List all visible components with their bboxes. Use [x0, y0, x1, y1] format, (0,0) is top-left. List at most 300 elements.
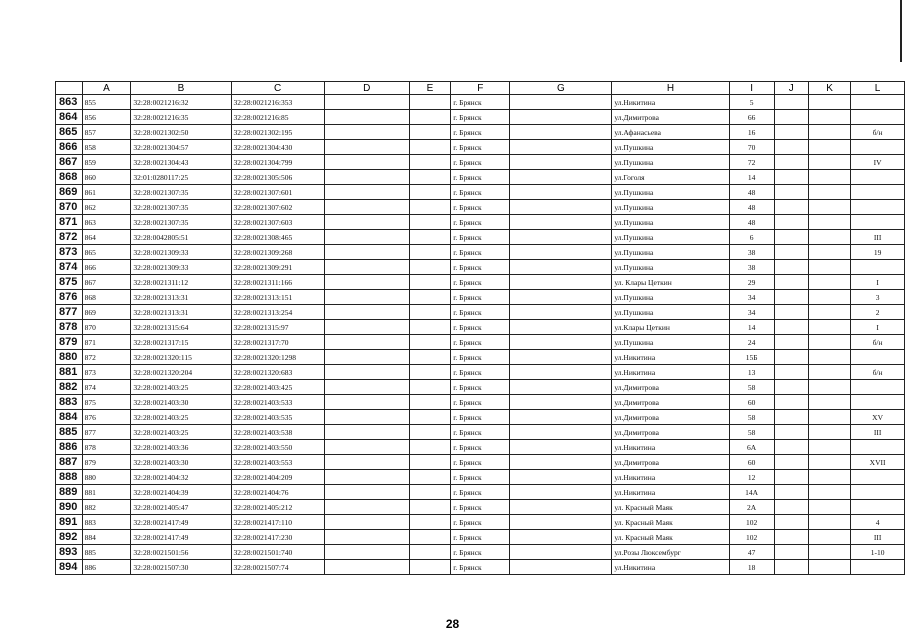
- cell-e[interactable]: [409, 170, 450, 185]
- cell-f[interactable]: г. Брянск: [451, 515, 510, 530]
- cell-e[interactable]: [409, 545, 450, 560]
- cell-l[interactable]: [851, 485, 905, 500]
- row-number-cell[interactable]: 894: [56, 560, 83, 575]
- column-header-h[interactable]: H: [612, 82, 729, 95]
- cell-f[interactable]: г. Брянск: [451, 320, 510, 335]
- cell-k[interactable]: [808, 335, 850, 350]
- cell-i[interactable]: 14: [729, 170, 774, 185]
- cell-l[interactable]: IV: [851, 155, 905, 170]
- cell-k[interactable]: [808, 305, 850, 320]
- cell-d[interactable]: [324, 515, 409, 530]
- cell-g[interactable]: [510, 170, 612, 185]
- row-number-cell[interactable]: 873: [56, 245, 83, 260]
- cell-g[interactable]: [510, 380, 612, 395]
- cell-g[interactable]: [510, 530, 612, 545]
- cell-k[interactable]: [808, 320, 850, 335]
- cell-g[interactable]: [510, 260, 612, 275]
- cell-e[interactable]: [409, 365, 450, 380]
- cell-a[interactable]: 874: [82, 380, 131, 395]
- cell-c[interactable]: 32:28:0021307:602: [231, 200, 324, 215]
- column-header-c[interactable]: C: [231, 82, 324, 95]
- cell-b[interactable]: 32:28:0021320:115: [131, 350, 231, 365]
- cell-b[interactable]: 32:01:0280117:25: [131, 170, 231, 185]
- cell-e[interactable]: [409, 140, 450, 155]
- cell-f[interactable]: г. Брянск: [451, 245, 510, 260]
- cell-c[interactable]: 32:28:0021403:425: [231, 380, 324, 395]
- cell-c[interactable]: 32:28:0021304:799: [231, 155, 324, 170]
- cell-f[interactable]: г. Брянск: [451, 455, 510, 470]
- cell-l[interactable]: I: [851, 320, 905, 335]
- row-number-cell[interactable]: 893: [56, 545, 83, 560]
- cell-c[interactable]: 32:28:0021403:550: [231, 440, 324, 455]
- cell-d[interactable]: [324, 140, 409, 155]
- cell-j[interactable]: [774, 275, 808, 290]
- cell-e[interactable]: [409, 275, 450, 290]
- cell-i[interactable]: 58: [729, 410, 774, 425]
- cell-b[interactable]: 32:28:0021311:12: [131, 275, 231, 290]
- cell-l[interactable]: [851, 380, 905, 395]
- cell-b[interactable]: 32:28:0021313:31: [131, 290, 231, 305]
- cell-c[interactable]: 32:28:0021307:603: [231, 215, 324, 230]
- cell-i[interactable]: 72: [729, 155, 774, 170]
- cell-d[interactable]: [324, 425, 409, 440]
- cell-g[interactable]: [510, 125, 612, 140]
- row-number-cell[interactable]: 865: [56, 125, 83, 140]
- cell-i[interactable]: 15Б: [729, 350, 774, 365]
- cell-k[interactable]: [808, 350, 850, 365]
- cell-k[interactable]: [808, 365, 850, 380]
- cell-h[interactable]: ул. Красный Маяк: [612, 530, 729, 545]
- cell-d[interactable]: [324, 215, 409, 230]
- cell-f[interactable]: г. Брянск: [451, 470, 510, 485]
- cell-i[interactable]: 60: [729, 395, 774, 410]
- cell-e[interactable]: [409, 185, 450, 200]
- cell-l[interactable]: б/н: [851, 365, 905, 380]
- cell-c[interactable]: 32:28:0021307:601: [231, 185, 324, 200]
- cell-a[interactable]: 870: [82, 320, 131, 335]
- cell-a[interactable]: 866: [82, 260, 131, 275]
- cell-k[interactable]: [808, 140, 850, 155]
- cell-l[interactable]: [851, 395, 905, 410]
- cell-e[interactable]: [409, 245, 450, 260]
- cell-k[interactable]: [808, 530, 850, 545]
- column-header-j[interactable]: J: [774, 82, 808, 95]
- cell-h[interactable]: ул.Розы Люксембург: [612, 545, 729, 560]
- column-header-g[interactable]: G: [510, 82, 612, 95]
- cell-j[interactable]: [774, 455, 808, 470]
- cell-h[interactable]: ул.Никитина: [612, 365, 729, 380]
- cell-l[interactable]: III: [851, 425, 905, 440]
- row-number-cell[interactable]: 881: [56, 365, 83, 380]
- cell-a[interactable]: 867: [82, 275, 131, 290]
- cell-c[interactable]: 32:28:0021403:533: [231, 395, 324, 410]
- cell-l[interactable]: [851, 470, 905, 485]
- cell-d[interactable]: [324, 245, 409, 260]
- cell-f[interactable]: г. Брянск: [451, 335, 510, 350]
- cell-h[interactable]: ул.Димитрова: [612, 410, 729, 425]
- cell-h[interactable]: ул.Пушкина: [612, 260, 729, 275]
- cell-j[interactable]: [774, 215, 808, 230]
- column-header-i[interactable]: I: [729, 82, 774, 95]
- row-number-cell[interactable]: 892: [56, 530, 83, 545]
- cell-b[interactable]: 32:28:0021403:36: [131, 440, 231, 455]
- cell-j[interactable]: [774, 125, 808, 140]
- cell-b[interactable]: 32:28:0021404:32: [131, 470, 231, 485]
- cell-e[interactable]: [409, 455, 450, 470]
- cell-b[interactable]: 32:28:0021320:204: [131, 365, 231, 380]
- cell-g[interactable]: [510, 425, 612, 440]
- cell-b[interactable]: 32:28:0021216:32: [131, 95, 231, 110]
- cell-f[interactable]: г. Брянск: [451, 230, 510, 245]
- cell-h[interactable]: ул.Пушкина: [612, 140, 729, 155]
- cell-i[interactable]: 102: [729, 515, 774, 530]
- cell-f[interactable]: г. Брянск: [451, 155, 510, 170]
- cell-d[interactable]: [324, 110, 409, 125]
- cell-d[interactable]: [324, 440, 409, 455]
- cell-a[interactable]: 881: [82, 485, 131, 500]
- cell-g[interactable]: [510, 95, 612, 110]
- cell-h[interactable]: ул.Никитина: [612, 560, 729, 575]
- cell-a[interactable]: 882: [82, 500, 131, 515]
- cell-k[interactable]: [808, 410, 850, 425]
- cell-a[interactable]: 873: [82, 365, 131, 380]
- cell-h[interactable]: ул. Красный Маяк: [612, 500, 729, 515]
- cell-c[interactable]: 32:28:0021308:465: [231, 230, 324, 245]
- cell-b[interactable]: 32:28:0042805:51: [131, 230, 231, 245]
- cell-k[interactable]: [808, 515, 850, 530]
- cell-a[interactable]: 875: [82, 395, 131, 410]
- cell-e[interactable]: [409, 305, 450, 320]
- cell-b[interactable]: 32:28:0021304:43: [131, 155, 231, 170]
- cell-j[interactable]: [774, 260, 808, 275]
- cell-k[interactable]: [808, 485, 850, 500]
- cell-k[interactable]: [808, 545, 850, 560]
- cell-c[interactable]: 32:28:0021501:740: [231, 545, 324, 560]
- row-number-cell[interactable]: 867: [56, 155, 83, 170]
- row-number-cell[interactable]: 891: [56, 515, 83, 530]
- row-number-cell[interactable]: 877: [56, 305, 83, 320]
- row-number-cell[interactable]: 874: [56, 260, 83, 275]
- row-number-cell[interactable]: 866: [56, 140, 83, 155]
- row-number-cell[interactable]: 870: [56, 200, 83, 215]
- cell-b[interactable]: 32:28:0021304:57: [131, 140, 231, 155]
- cell-j[interactable]: [774, 155, 808, 170]
- cell-b[interactable]: 32:28:0021307:35: [131, 200, 231, 215]
- cell-d[interactable]: [324, 305, 409, 320]
- cell-a[interactable]: 858: [82, 140, 131, 155]
- cell-c[interactable]: 32:28:0021305:506: [231, 170, 324, 185]
- cell-l[interactable]: б/н: [851, 335, 905, 350]
- cell-f[interactable]: г. Брянск: [451, 260, 510, 275]
- cell-k[interactable]: [808, 215, 850, 230]
- cell-e[interactable]: [409, 410, 450, 425]
- cell-g[interactable]: [510, 275, 612, 290]
- cell-b[interactable]: 32:28:0021403:25: [131, 380, 231, 395]
- cell-i[interactable]: 60: [729, 455, 774, 470]
- cell-f[interactable]: г. Брянск: [451, 305, 510, 320]
- cell-b[interactable]: 32:28:0021315:64: [131, 320, 231, 335]
- row-number-cell[interactable]: 876: [56, 290, 83, 305]
- cell-k[interactable]: [808, 470, 850, 485]
- cell-h[interactable]: ул.Никитина: [612, 440, 729, 455]
- cell-a[interactable]: 857: [82, 125, 131, 140]
- cell-j[interactable]: [774, 425, 808, 440]
- cell-g[interactable]: [510, 395, 612, 410]
- cell-i[interactable]: 14А: [729, 485, 774, 500]
- row-number-cell[interactable]: 889: [56, 485, 83, 500]
- cell-l[interactable]: [851, 110, 905, 125]
- cell-d[interactable]: [324, 485, 409, 500]
- row-number-cell[interactable]: 886: [56, 440, 83, 455]
- cell-d[interactable]: [324, 530, 409, 545]
- row-number-cell[interactable]: 872: [56, 230, 83, 245]
- cell-g[interactable]: [510, 155, 612, 170]
- cell-f[interactable]: г. Брянск: [451, 185, 510, 200]
- cell-j[interactable]: [774, 170, 808, 185]
- cell-a[interactable]: 865: [82, 245, 131, 260]
- cell-f[interactable]: г. Брянск: [451, 500, 510, 515]
- cell-a[interactable]: 885: [82, 545, 131, 560]
- cell-c[interactable]: 32:28:0021304:430: [231, 140, 324, 155]
- corner-header-cell[interactable]: [56, 82, 83, 95]
- cell-l[interactable]: б/н: [851, 125, 905, 140]
- column-header-k[interactable]: K: [808, 82, 850, 95]
- cell-g[interactable]: [510, 515, 612, 530]
- row-number-cell[interactable]: 890: [56, 500, 83, 515]
- cell-d[interactable]: [324, 290, 409, 305]
- cell-l[interactable]: 4: [851, 515, 905, 530]
- cell-f[interactable]: г. Брянск: [451, 140, 510, 155]
- cell-b[interactable]: 32:28:0021403:25: [131, 410, 231, 425]
- cell-f[interactable]: г. Брянск: [451, 215, 510, 230]
- cell-i[interactable]: 24: [729, 335, 774, 350]
- cell-a[interactable]: 862: [82, 200, 131, 215]
- cell-e[interactable]: [409, 395, 450, 410]
- cell-j[interactable]: [774, 530, 808, 545]
- cell-g[interactable]: [510, 365, 612, 380]
- cell-e[interactable]: [409, 350, 450, 365]
- cell-g[interactable]: [510, 290, 612, 305]
- column-header-e[interactable]: E: [409, 82, 450, 95]
- cell-d[interactable]: [324, 395, 409, 410]
- cell-f[interactable]: г. Брянск: [451, 395, 510, 410]
- cell-k[interactable]: [808, 500, 850, 515]
- cell-b[interactable]: 32:28:0021317:15: [131, 335, 231, 350]
- cell-j[interactable]: [774, 110, 808, 125]
- cell-f[interactable]: г. Брянск: [451, 410, 510, 425]
- cell-g[interactable]: [510, 230, 612, 245]
- cell-b[interactable]: 32:28:0021404:39: [131, 485, 231, 500]
- cell-h[interactable]: ул.Пушкина: [612, 215, 729, 230]
- cell-a[interactable]: 859: [82, 155, 131, 170]
- cell-a[interactable]: 883: [82, 515, 131, 530]
- row-number-cell[interactable]: 882: [56, 380, 83, 395]
- cell-k[interactable]: [808, 155, 850, 170]
- cell-d[interactable]: [324, 260, 409, 275]
- cell-c[interactable]: 32:28:0021320:683: [231, 365, 324, 380]
- cell-k[interactable]: [808, 275, 850, 290]
- cell-f[interactable]: г. Брянск: [451, 350, 510, 365]
- row-number-cell[interactable]: 863: [56, 95, 83, 110]
- cell-d[interactable]: [324, 365, 409, 380]
- row-number-cell[interactable]: 885: [56, 425, 83, 440]
- cell-d[interactable]: [324, 350, 409, 365]
- cell-i[interactable]: 66: [729, 110, 774, 125]
- row-number-cell[interactable]: 864: [56, 110, 83, 125]
- cell-i[interactable]: 5: [729, 95, 774, 110]
- cell-i[interactable]: 18: [729, 560, 774, 575]
- cell-d[interactable]: [324, 170, 409, 185]
- cell-i[interactable]: 102: [729, 530, 774, 545]
- cell-c[interactable]: 32:28:0021320:1298: [231, 350, 324, 365]
- cell-i[interactable]: 38: [729, 260, 774, 275]
- column-header-d[interactable]: D: [324, 82, 409, 95]
- cell-i[interactable]: 12: [729, 470, 774, 485]
- cell-g[interactable]: [510, 410, 612, 425]
- cell-g[interactable]: [510, 185, 612, 200]
- cell-g[interactable]: [510, 215, 612, 230]
- cell-f[interactable]: г. Брянск: [451, 485, 510, 500]
- cell-a[interactable]: 856: [82, 110, 131, 125]
- cell-d[interactable]: [324, 380, 409, 395]
- cell-a[interactable]: 878: [82, 440, 131, 455]
- cell-i[interactable]: 6: [729, 230, 774, 245]
- cell-h[interactable]: ул.Пушкина: [612, 245, 729, 260]
- cell-d[interactable]: [324, 410, 409, 425]
- cell-c[interactable]: 32:28:0021309:291: [231, 260, 324, 275]
- cell-i[interactable]: 58: [729, 425, 774, 440]
- cell-h[interactable]: ул.Пушкина: [612, 290, 729, 305]
- cell-k[interactable]: [808, 380, 850, 395]
- cell-d[interactable]: [324, 185, 409, 200]
- row-number-cell[interactable]: 879: [56, 335, 83, 350]
- cell-i[interactable]: 6А: [729, 440, 774, 455]
- cell-j[interactable]: [774, 245, 808, 260]
- cell-i[interactable]: 13: [729, 365, 774, 380]
- cell-j[interactable]: [774, 350, 808, 365]
- cell-e[interactable]: [409, 530, 450, 545]
- cell-h[interactable]: ул.Клары Цеткин: [612, 320, 729, 335]
- cell-l[interactable]: [851, 170, 905, 185]
- cell-e[interactable]: [409, 95, 450, 110]
- cell-c[interactable]: 32:28:0021302:195: [231, 125, 324, 140]
- cell-e[interactable]: [409, 230, 450, 245]
- cell-k[interactable]: [808, 440, 850, 455]
- row-number-cell[interactable]: 869: [56, 185, 83, 200]
- cell-b[interactable]: 32:28:0021403:25: [131, 425, 231, 440]
- cell-j[interactable]: [774, 290, 808, 305]
- cell-a[interactable]: 855: [82, 95, 131, 110]
- cell-d[interactable]: [324, 545, 409, 560]
- cell-l[interactable]: XVII: [851, 455, 905, 470]
- cell-h[interactable]: ул.Димитрова: [612, 395, 729, 410]
- cell-g[interactable]: [510, 545, 612, 560]
- cell-l[interactable]: 19: [851, 245, 905, 260]
- cell-d[interactable]: [324, 470, 409, 485]
- cell-i[interactable]: 48: [729, 200, 774, 215]
- cell-j[interactable]: [774, 470, 808, 485]
- cell-d[interactable]: [324, 560, 409, 575]
- cell-k[interactable]: [808, 125, 850, 140]
- cell-f[interactable]: г. Брянск: [451, 275, 510, 290]
- cell-h[interactable]: ул.Никитина: [612, 470, 729, 485]
- cell-l[interactable]: III: [851, 230, 905, 245]
- cell-d[interactable]: [324, 275, 409, 290]
- cell-a[interactable]: 864: [82, 230, 131, 245]
- cell-c[interactable]: 32:28:0021507:74: [231, 560, 324, 575]
- cell-j[interactable]: [774, 365, 808, 380]
- cell-g[interactable]: [510, 110, 612, 125]
- cell-j[interactable]: [774, 230, 808, 245]
- cell-c[interactable]: 32:28:0021311:166: [231, 275, 324, 290]
- cell-k[interactable]: [808, 185, 850, 200]
- cell-f[interactable]: г. Брянск: [451, 200, 510, 215]
- cell-a[interactable]: 884: [82, 530, 131, 545]
- cell-g[interactable]: [510, 470, 612, 485]
- cell-l[interactable]: III: [851, 530, 905, 545]
- cell-b[interactable]: 32:28:0021313:31: [131, 305, 231, 320]
- cell-l[interactable]: [851, 440, 905, 455]
- cell-i[interactable]: 34: [729, 305, 774, 320]
- cell-c[interactable]: 32:28:0021403:538: [231, 425, 324, 440]
- cell-k[interactable]: [808, 230, 850, 245]
- cell-f[interactable]: г. Брянск: [451, 545, 510, 560]
- column-header-b[interactable]: B: [131, 82, 231, 95]
- cell-d[interactable]: [324, 455, 409, 470]
- row-number-cell[interactable]: 875: [56, 275, 83, 290]
- cell-b[interactable]: 32:28:0021307:35: [131, 185, 231, 200]
- cell-l[interactable]: 1-10: [851, 545, 905, 560]
- cell-e[interactable]: [409, 200, 450, 215]
- cell-g[interactable]: [510, 335, 612, 350]
- cell-g[interactable]: [510, 320, 612, 335]
- cell-l[interactable]: 2: [851, 305, 905, 320]
- cell-l[interactable]: XV: [851, 410, 905, 425]
- cell-j[interactable]: [774, 500, 808, 515]
- cell-a[interactable]: 863: [82, 215, 131, 230]
- cell-a[interactable]: 876: [82, 410, 131, 425]
- cell-h[interactable]: ул.Димитрова: [612, 455, 729, 470]
- cell-h[interactable]: ул.Никитина: [612, 485, 729, 500]
- cell-e[interactable]: [409, 125, 450, 140]
- cell-i[interactable]: 48: [729, 215, 774, 230]
- cell-i[interactable]: 58: [729, 380, 774, 395]
- cell-j[interactable]: [774, 140, 808, 155]
- cell-h[interactable]: ул.Афанасьева: [612, 125, 729, 140]
- cell-e[interactable]: [409, 560, 450, 575]
- cell-k[interactable]: [808, 245, 850, 260]
- cell-f[interactable]: г. Брянск: [451, 425, 510, 440]
- cell-c[interactable]: 32:28:0021405:212: [231, 500, 324, 515]
- row-number-cell[interactable]: 871: [56, 215, 83, 230]
- cell-g[interactable]: [510, 455, 612, 470]
- cell-l[interactable]: [851, 350, 905, 365]
- cell-e[interactable]: [409, 500, 450, 515]
- cell-b[interactable]: 32:28:0021507:30: [131, 560, 231, 575]
- cell-j[interactable]: [774, 185, 808, 200]
- cell-b[interactable]: 32:28:0021216:35: [131, 110, 231, 125]
- cell-j[interactable]: [774, 395, 808, 410]
- cell-f[interactable]: г. Брянск: [451, 380, 510, 395]
- cell-j[interactable]: [774, 380, 808, 395]
- cell-k[interactable]: [808, 110, 850, 125]
- cell-i[interactable]: 29: [729, 275, 774, 290]
- cell-g[interactable]: [510, 560, 612, 575]
- cell-g[interactable]: [510, 350, 612, 365]
- cell-e[interactable]: [409, 425, 450, 440]
- cell-i[interactable]: 38: [729, 245, 774, 260]
- row-number-cell[interactable]: 868: [56, 170, 83, 185]
